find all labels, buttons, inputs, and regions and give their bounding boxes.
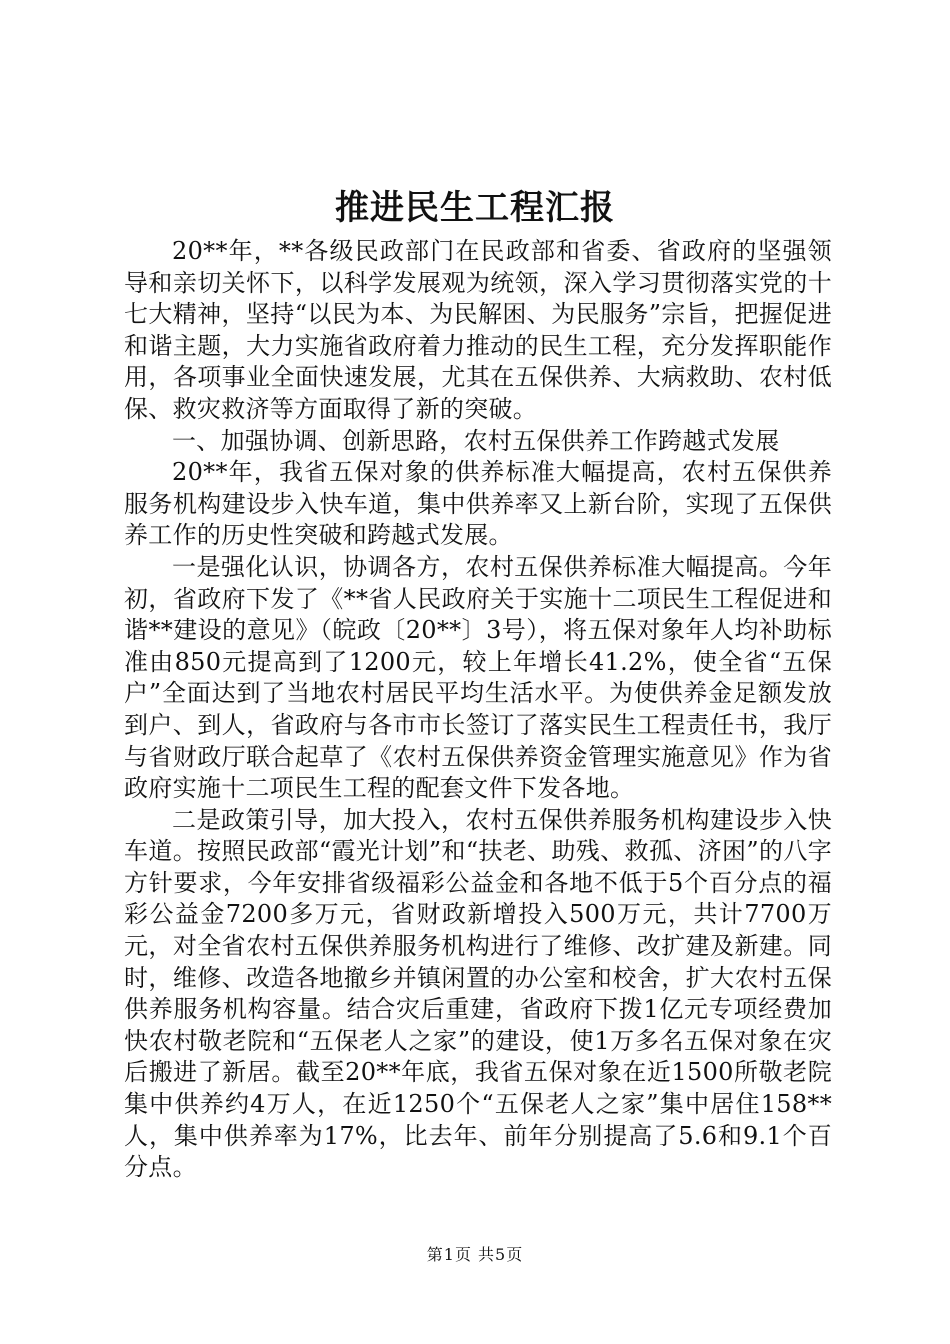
page-number-footer: 第1页 共5页 (426, 1245, 524, 1264)
document-body (124, 236, 832, 1184)
paragraph-point-2: 二是政策引导，加大投入，农村五保供养服务机构建设步入快车道。按照民政部“霞光计划”和“扶老、助残、救孤、济困”的八字方针要求，今年安排省级福彩公益金和各地不低于5个百分点的福彩公益金7200多万元，省财政新增投入500万元，共计7700万元，对全省农村五保供养服务机构进行了维修、改扩建及新建。同时，维修、改造各地撤乡并镇闲置的办公室和校舍，扩大农村五保供养服务机构容量。结合灾后重建，省政府下拨1亿元专项经费加快农村敬老院和“五保老人之家”的建设，使1万多名五保对象在灾后搬进了新居。截至20**年底，我省五保对象在近1500所敬老院集中供养约4万人，在近1250个“五保老人之家”集中居住158**人，集中供养率为17%，比去年、前年分别提高了5.6和9.1个百分点。 (124, 805, 832, 1182)
document-title: 推进民生工程汇报 (335, 188, 615, 228)
paragraph-point-1: 一是强化认识，协调各方，农村五保供养标准大幅提高。今年初，省政府下发了《**省人民政府关于实施十二项民生工程促进和谐**建设的意见》（皖政〔20**〕3号），将五保对象年人均补助标准由850元提高到了1200元，较上年增长41.2%，使全省“五保户”全面达到了当地农村居民平均生活水平。为使供养金足额发放到户、到人，省政府与各市市长签订了落实民生工程责任书，我厅与省财政厅联合起草了《农村五保供养资金管理实施意见》作为省政府实施十二项民生工程的配套文件下发各地。 (124, 552, 832, 803)
section-heading-1: 一、加强协调、创新思路，农村五保供养工作跨越式发展 (172, 426, 780, 455)
paragraph-intro: 20**年，**各级民政部门在民政部和省委、省政府的坚强领导和亲切关怀下，以科学发展观为统领，深入学习贯彻落实党的十七大精神，坚持“以民为本、为民解困、为民服务”宗旨，把握促进和谐主题，大力实施省政府着力推动的民生工程，充分发挥职能作用，各项事业全面快速发展，尤其在五保供养、大病救助、农村低保、救灾救济等方面取得了新的突破。 (124, 237, 832, 423)
paragraph-section-1-summary: 20**年，我省五保对象的供养标准大幅提高，农村五保供养服务机构建设步入快车道，集中供养率又上新台阶，实现了五保供养工作的历史性突破和跨越式发展。 (124, 458, 832, 550)
